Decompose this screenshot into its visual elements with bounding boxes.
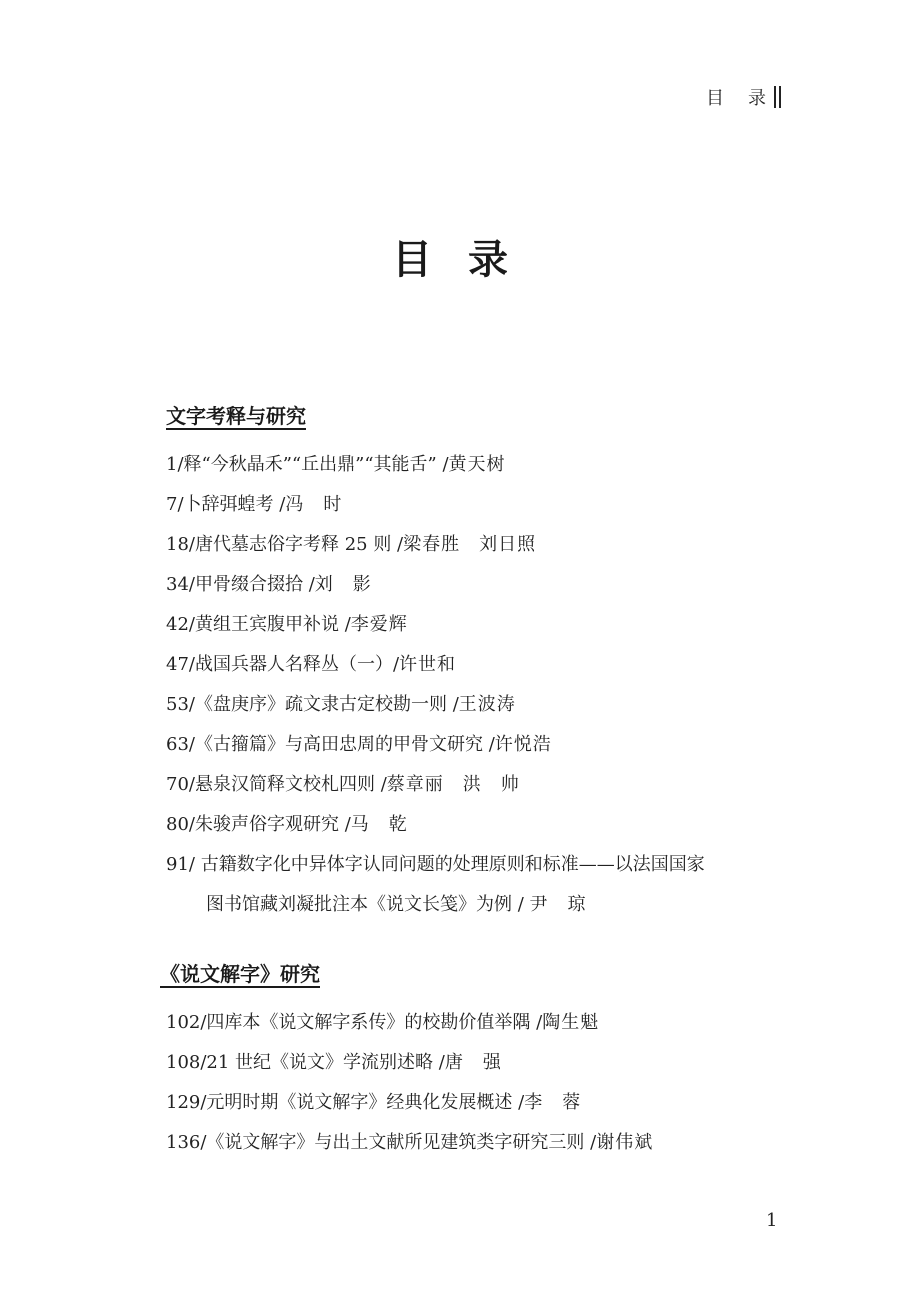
toc-entry[interactable] (166, 1003, 786, 1043)
toc-title: 释“今秋晶禾”“丘出鼎”“其能舌” / (183, 454, 449, 475)
toc-author: 刘 影 (314, 574, 372, 595)
page-number: 1 (766, 1210, 778, 1231)
toc-page-number: 102/ (166, 1012, 207, 1033)
toc-author: 许世和 (399, 654, 457, 675)
toc-list-section-1 (166, 445, 786, 925)
toc-entry[interactable] (166, 1083, 786, 1123)
toc-page-number: 34/ (166, 574, 195, 595)
toc-page-number: 63/ (166, 734, 195, 755)
toc-title: 21 世纪《说文》学流别述略 / (206, 1052, 445, 1073)
toc-entry[interactable] (166, 525, 786, 565)
toc-page-number: 80/ (166, 814, 195, 835)
toc-entry[interactable] (166, 485, 786, 525)
toc-entry[interactable] (166, 1123, 786, 1163)
running-head (706, 84, 784, 110)
toc-entry[interactable] (166, 765, 786, 805)
toc-page-number: 47/ (166, 654, 195, 675)
toc-author: 蔡章丽 洪 帅 (386, 774, 520, 795)
section-heading-2: 《说文解字》研究 (160, 962, 320, 986)
toc-author: 谢伟斌 (596, 1132, 654, 1153)
toc-entry[interactable] (166, 805, 786, 845)
toc-entry[interactable] (166, 685, 786, 725)
toc-page-number: 53/ (166, 694, 195, 715)
toc-author: 马 乾 (350, 814, 408, 835)
section-heading-1: 文字考释与研究 (166, 404, 306, 428)
toc-author: 王波涛 (458, 694, 516, 715)
toc-title: 《盘庚序》疏文隶古定校勘一则 / (194, 694, 459, 715)
toc-author: 黄天树 (448, 454, 506, 475)
toc-title: 朱骏声俗字观研究 / (194, 814, 351, 835)
page-title-right: 录 (468, 236, 508, 283)
toc-page-number: 42/ (166, 614, 195, 635)
toc-author: 梁春胜 刘日照 (403, 534, 537, 555)
toc-author: 许悦浩 (494, 734, 552, 755)
page-title-left: 目 (392, 236, 432, 283)
toc-author: 唐 强 (444, 1052, 502, 1073)
toc-author: 尹 琼 (529, 894, 587, 915)
double-bar-mark (774, 86, 784, 108)
toc-author: 陶生魁 (542, 1012, 600, 1033)
toc-entry[interactable] (166, 605, 786, 645)
toc-title: 《古籀篇》与高田忠周的甲骨文研究 / (194, 734, 495, 755)
toc-title: 《说文解字》与出土文献所见建筑类字研究三则 / (206, 1132, 597, 1153)
toc-line-2 (166, 885, 786, 925)
toc-title: 战国兵器人名释丛（一）/ (194, 654, 400, 675)
running-head-left: 目 (706, 88, 724, 109)
toc-line-1 (166, 854, 705, 875)
page-title (0, 228, 900, 285)
toc-author: 冯 时 (285, 494, 343, 515)
toc-entry[interactable] (166, 565, 786, 605)
toc-author: 李 蓉 (524, 1092, 582, 1113)
toc-page-number: 7/ (166, 494, 184, 515)
toc-title: 四库本《说文解字系传》的校勘价值举隅 / (206, 1012, 543, 1033)
toc-page-number: 1/ (166, 454, 184, 475)
toc-page-number: 108/ (166, 1052, 207, 1073)
toc-page-number: 18/ (166, 534, 195, 555)
toc-page-number: 70/ (166, 774, 195, 795)
toc-title: 悬泉汉简释文校札四则 / (194, 774, 387, 795)
toc-list-section-2 (166, 1003, 786, 1163)
toc-entry[interactable] (166, 645, 786, 685)
toc-page-number: 129/ (166, 1092, 207, 1113)
toc-title: 甲骨缀合掇拾 / (194, 574, 315, 595)
toc-entry[interactable] (166, 445, 786, 485)
toc-entry[interactable] (166, 725, 786, 765)
toc-title: 黄组王宾腹甲补说 / (194, 614, 351, 635)
toc-title-line-1: 古籍数字化中异体字认同问题的处理原则和标准——以法国国家 (194, 854, 705, 875)
toc-title: 卜辞弭蝗考 / (183, 494, 286, 515)
toc-page-number: 136/ (166, 1132, 207, 1153)
toc-entry-long[interactable] (166, 845, 786, 925)
toc-page-number: 91/ (166, 854, 195, 875)
toc-title-line-2: 图书馆藏刘凝批注本《说文长笺》为例 / (206, 894, 530, 915)
toc-title: 唐代墓志俗字考释 25 则 / (194, 534, 404, 555)
toc-author: 李爱辉 (350, 614, 408, 635)
running-head-right: 录 (748, 88, 766, 109)
toc-entry[interactable] (166, 1043, 786, 1083)
toc-title: 元明时期《说文解字》经典化发展概述 / (206, 1092, 525, 1113)
